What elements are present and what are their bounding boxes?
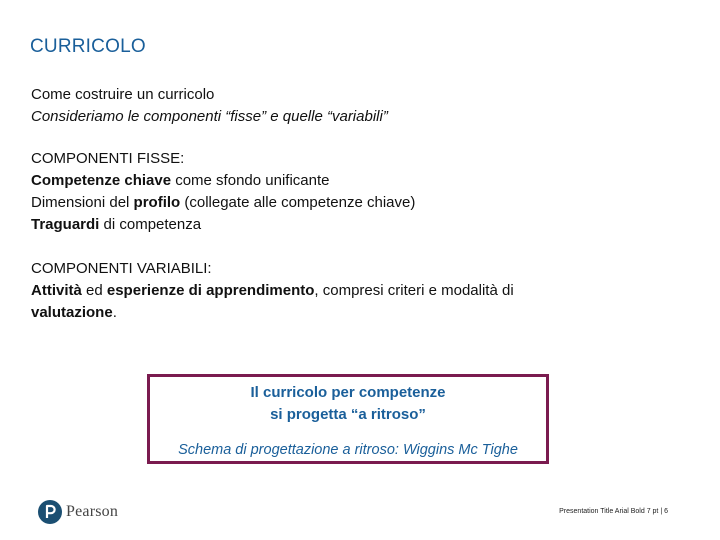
variable-bold: Attività <box>31 282 82 299</box>
footer <box>559 508 668 515</box>
variable-bold: valutazione <box>31 304 113 321</box>
highlight-main <box>150 382 546 426</box>
page-number: 6 <box>664 508 668 515</box>
highlight-line: si progetta “a ritroso” <box>270 406 426 423</box>
pearson-logo-text: Pearson <box>66 503 119 520</box>
fixed-item <box>31 170 415 192</box>
highlight-subtitle: Schema di progettazione a ritroso: Wiggins Mc Tighe <box>178 442 518 458</box>
footer-separator: | <box>660 508 665 515</box>
fixed-item-text: di competenza <box>99 216 202 233</box>
fixed-item-bold: profilo <box>133 194 181 211</box>
fixed-item <box>31 192 415 214</box>
footer-text: Presentation Title Arial Bold 7 pt <box>559 508 659 515</box>
fixed-item-bold: Competenze chiave <box>31 172 172 189</box>
fixed-item <box>31 214 415 236</box>
intro-line: Come costruire un curricolo <box>31 86 215 103</box>
variable-item <box>31 280 591 324</box>
variable-components-block <box>31 258 591 324</box>
highlight-line: Il curricolo per competenze <box>250 384 446 401</box>
pearson-logo <box>38 500 118 524</box>
intro-subtitle: Consideriamo le componenti “fisse” e quelle “variabili” <box>31 108 388 125</box>
highlight-box <box>147 374 549 464</box>
variable-text: , compresi criteri e modalità di <box>314 282 514 299</box>
fixed-item-text: come sfondo unificante <box>171 172 330 189</box>
fixed-components-block <box>31 148 415 236</box>
fixed-item-text: (collegate alle competenze chiave) <box>180 194 416 211</box>
variable-text: . <box>112 304 117 321</box>
fixed-item-text: Dimensioni del <box>31 194 134 211</box>
variable-bold: esperienze di apprendimento <box>106 282 315 299</box>
slide-title: CURRICOLO <box>30 36 146 57</box>
fixed-components-heading: COMPONENTI FISSE: <box>31 150 185 167</box>
pearson-logo-icon <box>38 500 62 524</box>
fixed-item-bold: Traguardi <box>31 216 100 233</box>
variable-text: ed <box>81 282 107 299</box>
variable-components-heading: COMPONENTI VARIABILI: <box>31 260 212 277</box>
intro-block <box>31 84 388 128</box>
